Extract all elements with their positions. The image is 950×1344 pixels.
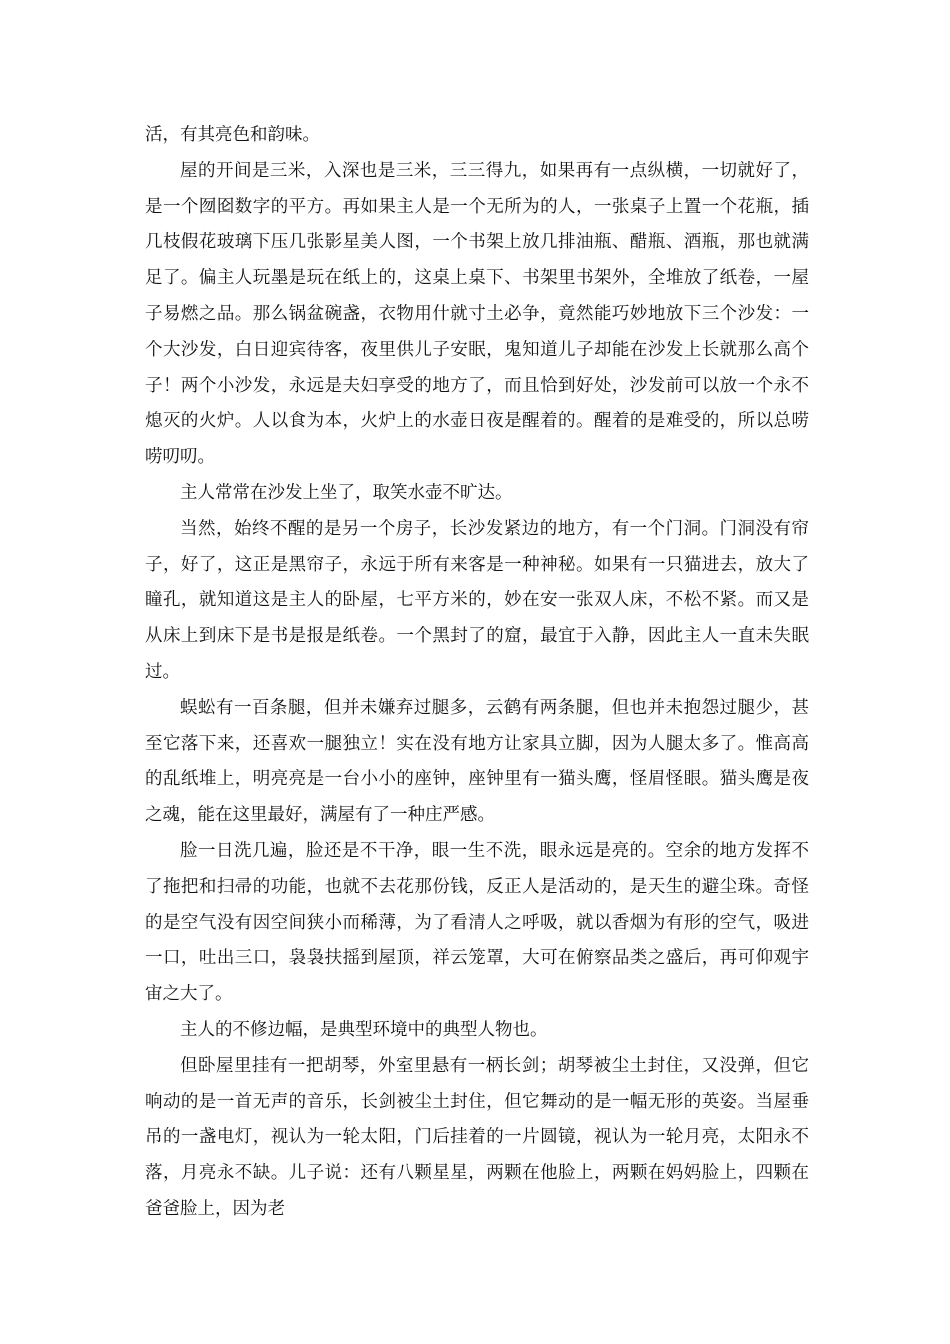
paragraph: 但卧屋里挂有一把胡琴，外室里悬有一柄长剑；胡琴被尘土封住，又没弹，但它响动的是一首无声的音乐，长剑被尘土封住，但它舞动的是一幅无形的英姿。当屋垂吊的一盏电灯，视认为一轮太阳，门后挂着的一片圆镜，视认为一轮月亮，太阳永不落，月亮永不缺。儿子说：还有八颗星星，两颗在他脸上，两颗在妈妈脸上，四颗在爸爸脸上，因为老 (145, 1055, 809, 1219)
paragraph: 屋的开间是三米，入深也是三米，三三得九，如果再有一点纵横，一切就好了，是一个囫囵数字的平方。再如果主人是一个无所为的人，一张桌子上置一个花瓶，插几枝假花玻璃下压几张影星美人图，一个书架上放几排油瓶、醋瓶、酒瓶，那也就满足了。偏主人玩墨是玩在纸上的，这桌上桌下、书架里书架外，全堆放了纸卷，一屋子易燃之品。那么锅盆碗盏，衣物用什就寸土必争，竟然能巧妙地放下三个沙发：一个大沙发，白日迎宾待客，夜里供儿子安眠，鬼知道儿子却能在沙发上长就那么高个子！两个小沙发，永远是夫妇享受的地方了，而且恰到好处，沙发前可以放一个永不熄灭的火炉。人以食为本，火炉上的水壶日夜是醒着的。醒着的是难受的，所以总唠唠叨叨。 (145, 160, 809, 468)
essay-body (145, 118, 809, 1228)
paragraph: 脸一日洗几遍，脸还是不干净，眼一生不洗，眼永远是亮的。空余的地方发挥不了拖把和扫帚的功能，也就不去花那份钱，反正人是活动的，是天生的避尘珠。奇怪的是空气没有因空间狭小而稀薄，为了看清人之呼吸，就以香烟为有形的空气，吸进一口，吐出三口，袅袅扶摇到屋顶，祥云笼罩，大可在俯察品类之盛后，再可仰观宇宙之大了。 (145, 840, 809, 1005)
paragraph-continued: 活，有其亮色和韵味。 (145, 125, 320, 145)
paragraph: 主人常常在沙发上坐了，取笑水壶不旷达。 (180, 482, 513, 503)
paragraph: 当然，始终不醒的是另一个房子，长沙发紧边的地方，有一个门洞。门洞没有帘子，好了，这正是黑帘子，永远于所有来客是一种神秘。如果有一只猫进去，放大了瞳孔，就知道这是主人的卧屋，七平方米的，妙在安一张双人床，不松不紧。而又是从床上到床下是书是报是纸卷。一个黑封了的窟，最宜于入静，因此主人一直未失眠过。 (145, 518, 809, 682)
paragraph: 蜈蚣有一百条腿，但并未嫌弃过腿多，云鹤有两条腿，但也并未抱怨过腿少，甚至它落下来，还喜欢一腿独立！实在没有地方让家具立脚，因为人腿太多了。惟高高的乱纸堆上，明亮亮是一台小小的座钟，座钟里有一猫头鹰，怪眉怪眼。猫头鹰是夜之魂，能在这里最好，满屋有了一种庄严感。 (145, 697, 809, 826)
paragraph: 主人的不修边幅，是典型环境中的典型人物也。 (180, 1019, 548, 1040)
